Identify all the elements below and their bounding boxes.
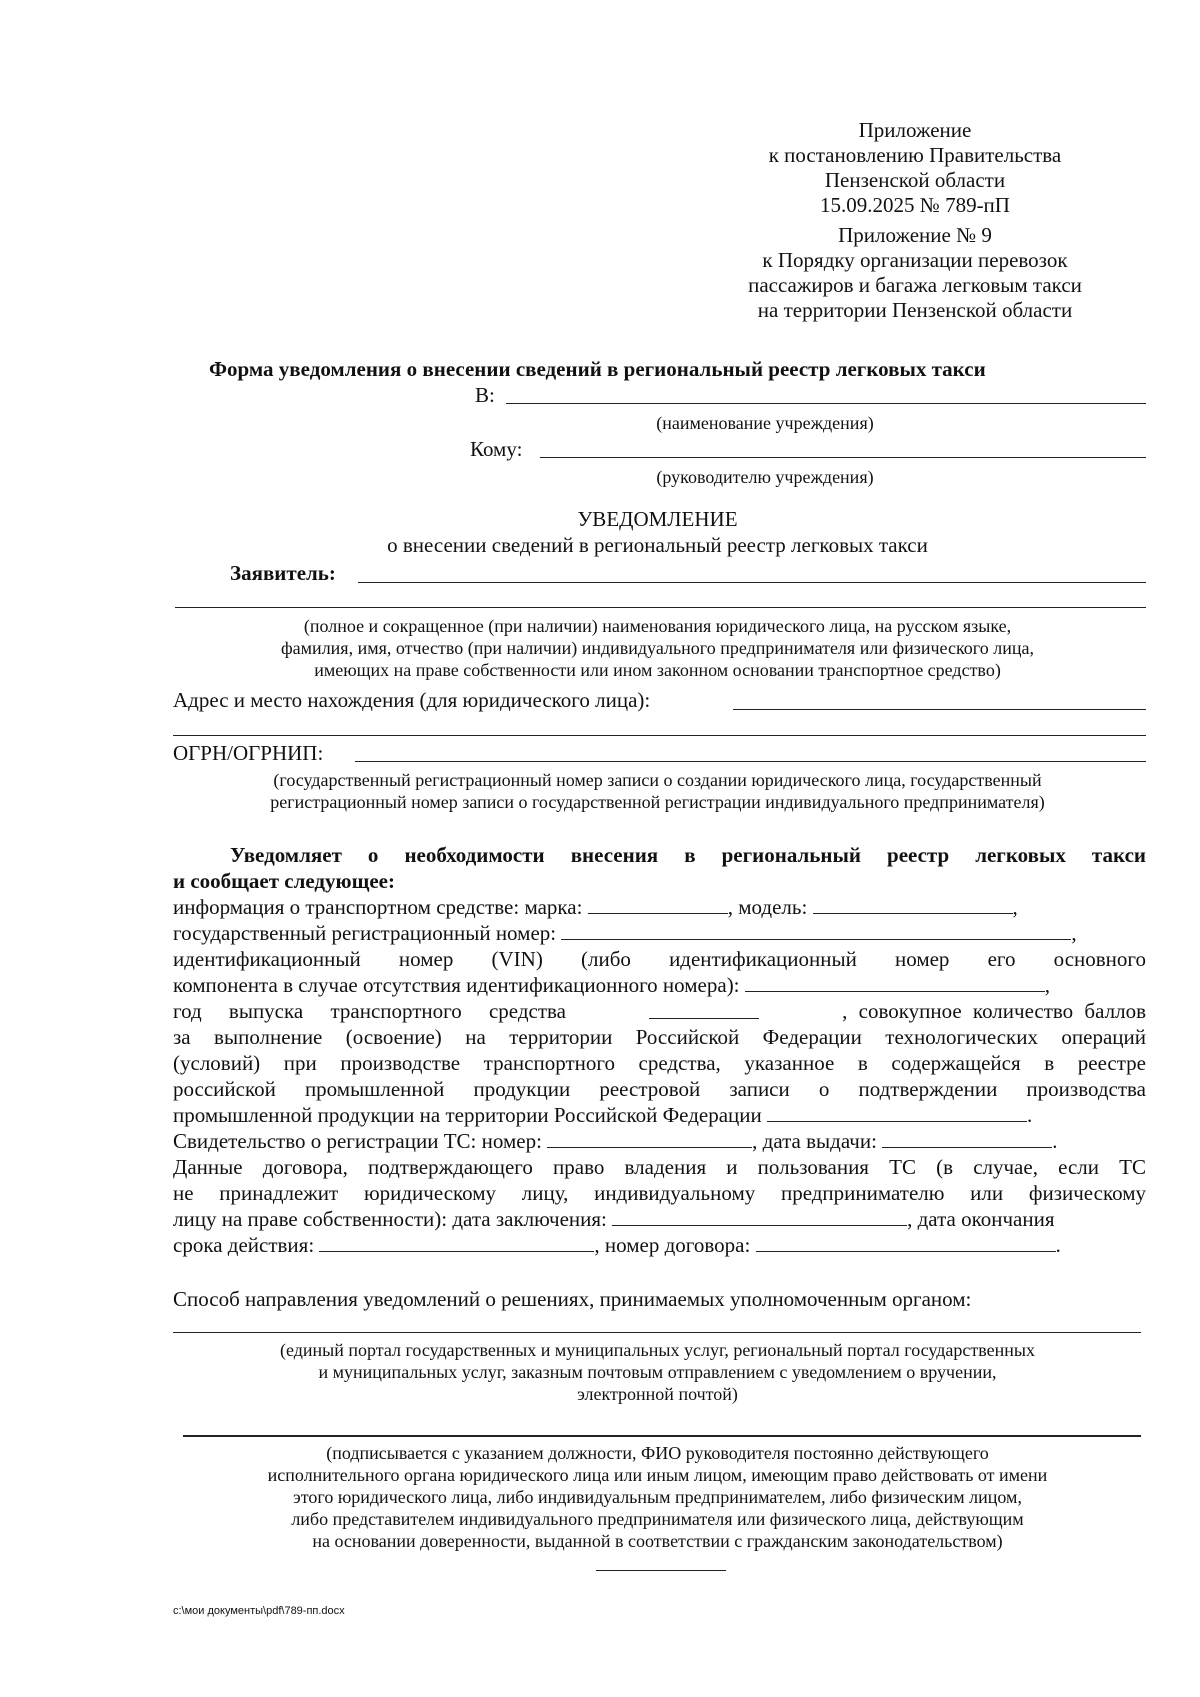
reg-number-field[interactable] [561,922,1071,940]
cert-label: Свидетельство о регистрации ТС: номер: [173,1129,542,1153]
vin-line: идентификационный номер (VIN) (либо идентификационный номер его основного [173,947,1146,971]
end-divider [596,1570,726,1571]
header-line: Приложение № 9 [838,223,992,247]
contract-line: не принадлежит юридическому лицу, индивидуальному предпринимателю или физическому [173,1181,1146,1205]
signature-hint: этого юридического лица, либо индивидуальным предпринимателем, либо физическим лицом, [293,1487,1022,1507]
komu-field[interactable] [540,457,1146,458]
address-label: Адрес и место нахождения (для юридического лица): [173,688,651,712]
model-field[interactable] [813,896,1013,914]
v-label: В: [475,383,495,407]
header-line: Приложение [858,118,972,142]
delivery-field[interactable] [173,1332,1141,1333]
signature-hint: (подписывается с указанием должности, ФИО руководителя постоянно действующего [326,1443,989,1463]
komu-label: Кому: [470,437,523,461]
contract-date-label: лицу на праве собственности): дата заключения: [173,1207,607,1231]
footer-path: c:\мои документы\pdf\789-пп.docx [173,1605,345,1617]
address-field[interactable] [733,709,1146,710]
score-label: , совокупное количество баллов [842,999,1146,1023]
contract-number-label: , номер договора: [594,1233,751,1257]
score-text: промышленной продукции на территории Российской Федерации [173,1103,762,1127]
score-text: (условий) при производстве транспортного средства, указанное в содержащейся в реестре [173,1051,1146,1075]
applicant-hint: (полное и сокращенное (при наличии) наименования юридического лица, на русском языке, [303,616,1012,636]
score-text: российской промышленной продукции реестровой записи о подтверждении производства [173,1077,1146,1101]
cert-number-field[interactable] [547,1130,752,1148]
vehicle-label: информация о транспортном средстве: марка: [173,895,583,919]
signature-hint: либо представителем индивидуального предпринимателя или физического лица, действующим [291,1509,1024,1529]
signature-hint: на основании доверенности, выданной в соответствии с гражданским законодательством) [312,1531,1003,1551]
contract-line-3 [173,1207,1054,1231]
reg-number-label: государственный регистрационный номер: [173,921,557,945]
applicant-label: Заявитель: [230,561,336,585]
term-field[interactable] [319,1234,594,1252]
contract-number-field[interactable] [756,1234,1056,1252]
year-label: год выпуска транспортного средства [173,999,566,1023]
ogrn-field[interactable] [355,761,1146,762]
delivery-hint: электронной почтой) [577,1384,738,1404]
form-title: Форма уведомления о внесении сведений в региональный реестр легковых такси [209,357,986,381]
applicant-field[interactable] [358,582,1146,583]
score-line: промышленной продукции на территории Российской Федерации . [173,1103,1033,1127]
score-text: за выполнение (освоение) на территории Российской Федерации технологических операций [173,1025,1146,1049]
contract-end-label: , дата окончания [907,1207,1055,1231]
term-line: срока действия: , номер договора: . [173,1233,1061,1257]
contract-line: Данные договора, подтверждающего право владения и пользования ТС (в случае, если ТС [173,1155,1146,1179]
header-line: к постановлению Правительства [768,143,1062,167]
ogrn-hint: регистрационный номер записи о государственной регистрации индивидуального предпринимателя) [270,792,1045,812]
header-line: 15.09.2025 № 789-пП [820,193,1010,217]
vin-line-2: компонента в случае отсутствия идентификационного номера): , [173,973,1051,997]
delivery-hint: (единый портал государственных и муниципальных услуг, региональный портал государственных [279,1340,1036,1360]
delivery-label: Способ направления уведомлений о решениях, принимаемых уполномоченным органом: [173,1287,972,1311]
ogrn-hint: (государственный регистрационный номер записи о создании юридического лица, государственный [273,770,1042,790]
v-hint: (наименование учреждения) [656,413,874,433]
cert-date-field[interactable] [882,1130,1052,1148]
score-field[interactable] [767,1104,1027,1122]
komu-hint: (руководителю учреждения) [656,467,874,487]
vin-field[interactable] [745,974,1045,992]
term-label: срока действия: [173,1233,315,1257]
header-line: к Порядку организации перевозок [762,248,1068,272]
reg-number-line: государственный регистрационный номер: , [173,921,1077,945]
year-line [173,999,1146,1023]
year-field[interactable] [649,1001,759,1019]
delivery-hint: и муниципальных услуг, заказным почтовым отправлением с уведомлением о вручении, [318,1362,997,1382]
brand-field[interactable] [588,896,728,914]
header-line: пассажиров и багажа легковым такси [748,273,1082,297]
header-line: на территории Пензенской области [757,298,1073,322]
intro-line: Уведомляет о необходимости внесения в региональный реестр легковых такси [230,843,1146,867]
intro-line: и сообщает следующее: [173,869,395,893]
ogrn-label: ОГРН/ОГРНИП: [173,741,324,765]
vehicle-line: информация о транспортном средстве: марка: , модель: , [173,895,1018,919]
notice-title: УВЕДОМЛЕНИЕ [577,507,738,531]
v-field[interactable] [506,403,1146,404]
notice-subtitle: о внесении сведений в региональный реестр легковых такси [387,533,928,557]
signature-field[interactable] [183,1435,1141,1437]
vin-label: компонента в случае отсутствия идентификационного номера): [173,973,740,997]
applicant-field-2[interactable] [175,607,1146,608]
header-line: Пензенской области [824,168,1006,192]
address-field-2[interactable] [173,735,1146,736]
model-label: , модель: [727,895,808,919]
signature-hint: исполнительного органа юридического лица или иным лицом, имеющим право действовать от имени [267,1465,1048,1485]
cert-line: Свидетельство о регистрации ТС: номер: , дата выдачи: . [173,1129,1058,1153]
cert-date-label: , дата выдачи: [752,1129,877,1153]
applicant-hint: фамилия, имя, отчество (при наличии) индивидуального предпринимателя или физического лица, [281,638,1034,658]
contract-date-field[interactable] [612,1208,907,1226]
applicant-hint: имеющих на праве собственности или ином законном основании транспортное средство) [314,660,1001,680]
